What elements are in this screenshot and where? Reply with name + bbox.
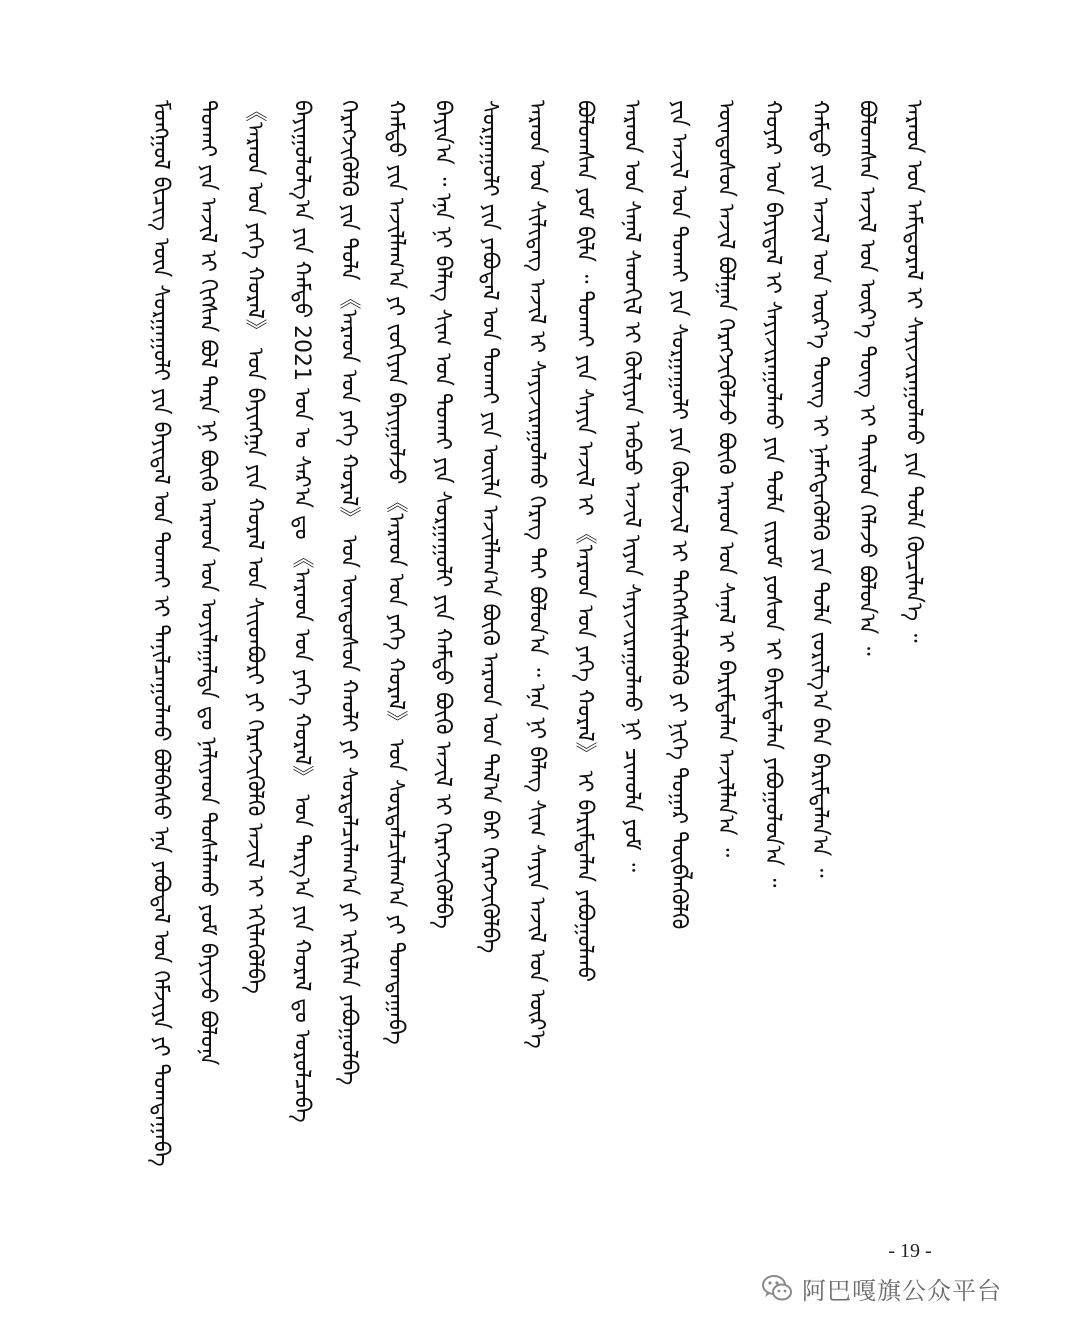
text-column: ᠠᠷᠠᠳ ᠤᠨ ᠰᠢᠯᠢᠳᠡᠭ ᠠᠵᠢᠯ ᠢ ᠰᠠᠶᠢᠵᠢᠷᠠᠭᠤᠯᠬᠤ ᠬᠡᠷᠡᠭ ᠲᠠᠢ ᠪᠣᠯᠤᠨ᠎ᠠ ᠃ ᠡᠨᠡ ᠨᠢ ᠪᠡᠯᠡᠭ ᠰᠢᠭ᠋ ᠰᠠᠶᠢᠨ ᠠᠵᠢᠯ ᠤᠨ ᠦᠷ᠎ᠡ — [524, 100, 549, 1049]
text-column: ᠮᠣᠩᠭᠣᠯ ᠪᠢᠴᠢᠭ᠌ ᠦᠨ ᠰᠤᠷᠭᠠᠭᠤᠯᠢ ᠶᠢᠨ ᠪᠠᠶᠢᠳᠠᠯ ᠤᠨ ᠲᠤᠬᠠᠶ ᠢ ᠲᠠᠨᠢᠯᠴᠠᠭᠤᠯᠬᠤ ᠪᠣᠯᠪᠠᠰᠤ ᠡᠨᠡ ᠶᠠᠪᠤᠳᠠᠯ ᠤᠨ ᠬᠡᠮᠵᠢᠶᠡ ᠶᠢ ᠲᠣᠭᠲᠠᠭᠠᠪᠠ — [148, 100, 173, 1167]
text-column: ᠬᠡᠷᠡᠭᠵᠢᠭᠦᠯᠬᠦ ᠶᠢᠨ ᠲᠤᠯᠠ 《ᠠᠷᠠᠳ ᠤᠨ ᠶᠡᠬᠡ ᠬᠤᠷᠠᠯ》 ᠤᠨ ᠦᠨᠳᠦᠰᠦᠨ ᠬᠠᠤᠯᠢ ᠶᠢ ᠰᠤᠷᠲᠠᠯᠴᠢᠯᠠᠭ᠎ᠠ ᠶᠢ ᠡᠷᠬᠢᠯᠡᠨ ᠶᠠᠪᠤᠭᠤᠯᠪᠠ — [336, 100, 361, 1086]
text-column: ᠲᠤᠬᠠᠶ ᠶᠢᠨ ᠠᠵᠢᠯ ᠢ ᠬᠢᠭᠰᠡᠨ ᠪᠣᠯ ᠲᠡᠷᠡ ᠨᠢ ᠪᠦᠬᠦ ᠠᠷᠠᠳ ᠤᠨ ᠣᠶᠢᠯᠠᠭᠠᠯᠲᠠ ᠳᠤ ᠨᠡᠯᠢᠶᠡᠳ ᠲᠤᠰᠠᠯᠠᠬᠤ ᠶᠤᠮ ᠪᠠᠶᠢᠵᠤ ᠪᠣᠯᠤᠨᠠ — [195, 100, 220, 1066]
text-column: ᠪᠠᠶᠢᠭᠤᠯᠤᠯᠭ᠎ᠠ ᠶᠢᠨ ᠬᠠᠮᠲᠤ 2021 ᠣᠨ ᠤ ᠰᠠᠷ᠎ᠠ ᠳᠤ 《ᠠᠷᠠᠳ ᠤᠨ ᠶᠡᠬᠡ ᠬᠤᠷᠠᠯ》 ᠤᠨ ᠳᠠᠷᠭ᠎ᠠ ᠶᠢᠨ ᠬᠤᠷᠠᠯ ᠳᠤ ᠣᠷᠣᠯᠴᠠᠪᠠ — [289, 100, 314, 1123]
text-column: ᠬᠣᠶᠠᠷ ᠤᠨ ᠪᠠᠶᠢᠳᠠᠯ ᠢ ᠰᠠᠶᠢᠵᠢᠷᠠᠭᠤᠯᠬᠤ ᠶᠢᠨ ᠲᠤᠯᠠ ᠵᠢᠷᠤᠮ ᠶᠣᠰᠤᠨ ᠢ ᠪᠠᠷᠢᠮᠲᠠᠯᠠᠨ ᠶᠠᠪᠤᠭᠤᠯᠤᠨ᠎ᠠ ᠃ — [760, 100, 785, 888]
page-number: - 19 - — [888, 1240, 932, 1262]
watermark-text: 阿巴嘎旗公众平台 — [802, 1276, 1002, 1305]
text-column: 《ᠠᠷᠠᠳ ᠤᠨ ᠶᠡᠬᠡ ᠬᠤᠷᠠᠯ》 ᠤᠨ ᠪᠠᠶᠢᠩᠭᠠ ᠶᠢᠨ ᠬᠤᠷᠠᠯ ᠤᠨ ᠰᠢᠢᠳᠪᠦᠷᠢ ᠶᠢ ᠬᠡᠷᠡᠭᠵᠢᠭᠦᠯᠬᠦ ᠠᠵᠢᠯ ᠢ ᠡᠬᠢᠯᠡᠭᠦᠯᠪᠡ — [242, 100, 267, 994]
text-column: ᠠᠷᠠᠳ ᠤᠨ ᠰᠠᠨᠠᠯ ᠰᠡᠳᠬᠢᠯ ᠢ ᠬᠦᠯᠢᠶᠡᠨ ᠠᠪᠴᠤ ᠠᠵᠢᠯ ᠢᠶᠠᠨ ᠰᠠᠶᠢᠵᠢᠷᠠᠭᠤᠯᠬᠤ ᠨᠢ ᠴᠢᠬᠤᠯᠠ ᠶᠤᠮ ᠃ — [619, 100, 644, 872]
wechat-icon — [760, 1271, 794, 1305]
watermark — [760, 1268, 1002, 1308]
text-column: ᠠᠷᠠᠳ ᠤᠨ ᠠᠮᠢᠳᠤᠷᠠᠯ ᠢ ᠰᠠᠶᠢᠵᠢᠷᠠᠭᠤᠯᠬᠤ ᠶᠢᠨ ᠲᠤᠯᠠ ᠬᠦᠴᠢᠯᠡᠨ᠎ᠡ ᠃ — [901, 100, 926, 643]
vertical-text-block — [140, 100, 940, 1240]
text-column: ᠬᠠᠮᠲᠤ ᠶᠢᠨ ᠠᠵᠢᠯᠯᠠᠭ᠎ᠠ ᠶᠢ ᠵᠣᠬᠢᠶᠠᠨ ᠪᠠᠶᠢᠭᠤᠯᠵᠤ 《ᠠᠷᠠᠳ ᠤᠨ ᠶᠡᠬᠡ ᠬᠤᠷᠠᠯ》 ᠤᠨ ᠰᠤᠷᠲᠠᠯᠴᠢᠯᠠᠭ᠎ᠠ ᠶᠢ ᠲᠣᠭᠲᠠᠭᠠᠪᠠ — [383, 100, 408, 1045]
text-column: ᠪᠠᠶᠢᠨ᠎ᠠ ᠃ ᠡᠨᠡ ᠨᠢ ᠪᠡᠯᠡᠭ ᠰᠢᠭ᠋ ᠤᠨ ᠲᠤᠬᠠᠶ ᠶᠢᠨ ᠰᠤᠷᠭᠠᠭᠤᠯᠢ ᠶᠢᠨ ᠬᠠᠮᠲᠤ ᠪᠦᠬᠦ ᠠᠵᠢᠯ ᠢ ᠬᠡᠷᠡᠭᠵᠢᠭᠦᠯᠪᠡ — [430, 100, 455, 929]
text-column: ᠬᠠᠮᠲᠤ ᠶᠢᠨ ᠠᠵᠢᠯ ᠤᠨ ᠦᠷ᠎ᠡ ᠳᠦᠩ ᠢ ᠨᠡᠮᠡᠭᠳᠡᠭᠦᠯᠬᠦ ᠶᠢᠨ ᠲᠤᠯᠠ ᠵᠣᠷᠢᠯᠭ᠎ᠠ ᠪᠠᠨ ᠪᠠᠷᠢᠮᠲᠠᠯᠠᠨ᠎ᠠ ᠃ — [807, 100, 832, 878]
text-column: ᠶᠢᠨ ᠠᠵᠢᠯ ᠤᠨ ᠲᠤᠬᠠᠶ ᠶᠢᠨ ᠰᠤᠷᠭᠠᠭᠤᠯᠢ ᠶᠢᠨ ᠬᠦᠮᠦᠵᠢᠯ ᠢ ᠳᠡᠭᠡᠭᠰᠢᠯᠡᠭᠦᠯᠬᠦ ᠶᠢ ᠨᠢᠭᠡ ᠳᠤᠭᠠᠷ ᠲᠦᠪᠯᠡᠭᠦᠯᠬᠦ — [666, 100, 691, 930]
text-column: ᠦᠨᠳᠦᠰᠦᠨ ᠠᠵᠢᠯ ᠪᠣᠯᠭᠠᠨ ᠬᠡᠷᠡᠭᠵᠢᠭᠦᠯᠵᠦ ᠪᠦᠬᠦ ᠠᠷᠠᠳ ᠤᠨ ᠰᠠᠨᠠᠯ ᠢ ᠪᠠᠷᠢᠮᠲᠠᠯᠠᠨ ᠠᠵᠢᠯᠯᠠᠨ᠎ᠠ ᠃ — [713, 100, 738, 858]
text-column: ᠪᠣᠯᠤᠭᠰᠠᠨ ᠶᠤᠮ ᠪᠢᠯᠡ ᠃ ᠲᠤᠬᠠᠶ ᠶᠢᠨ ᠰᠠᠶᠢᠨ ᠠᠵᠢᠯ ᠢ 《ᠠᠷᠠᠳ ᠤᠨ ᠶᠡᠬᠡ ᠬᠤᠷᠠᠯ》 ᠢ ᠪᠠᠷᠢᠮᠲᠠᠯᠠᠨ ᠶᠠᠪᠤᠭᠤᠯᠬᠤ — [572, 100, 597, 982]
text-column: ᠪᠣᠯᠤᠭᠰᠠᠨ ᠠᠵᠢᠯ ᠤᠨ ᠦᠷ᠎ᠡ ᠳᠦᠩ ᠢ ᠲᠠᠢᠯᠤᠨ ᠬᠡᠯᠡᠵᠦ ᠪᠣᠯᠤᠨ᠎ᠠ ᠃ — [854, 100, 879, 656]
text-column: ᠰᠤᠷᠭᠠᠭᠤᠯᠢ ᠶᠢᠨ ᠶᠠᠪᠤᠳᠠᠯ ᠤᠨ ᠲᠤᠬᠠᠶ ᠶᠢᠨ ᠦᠢᠯᠡ ᠠᠵᠢᠯᠯᠠᠭ᠎ᠠ ᠪᠦᠬᠦ ᠠᠷᠠᠳ ᠤᠨ ᠲᠠᠯ᠎ᠠ ᠪᠠᠷ ᠬᠡᠷᠡᠭᠵᠢᠭᠦᠯᠪᠡ — [477, 100, 502, 954]
